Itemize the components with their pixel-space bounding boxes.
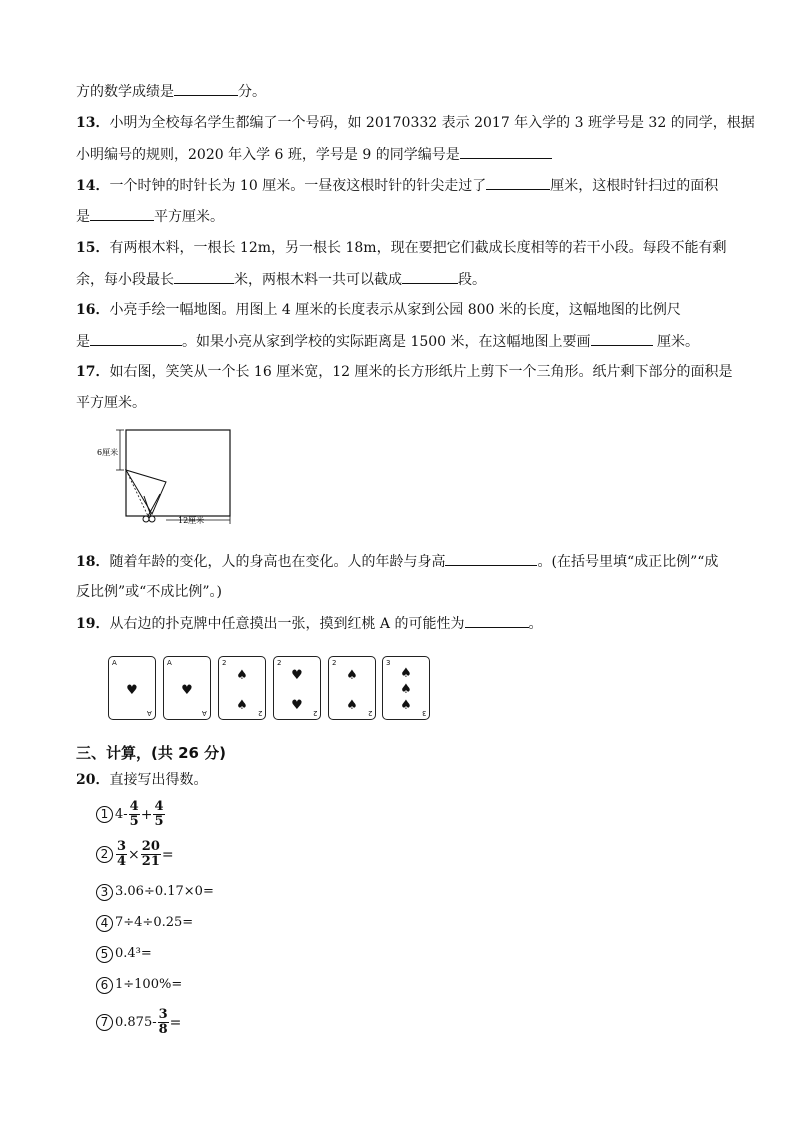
card-rank-label: 2 [277,659,282,667]
card-rank-label: A [112,659,117,667]
rectangle-cut-figure [94,424,240,528]
calc-7 [96,1008,181,1037]
q15-text-4: 段。 [458,272,486,288]
q13-line-2 [76,144,552,165]
q19-text-1: 从右边的扑克牌中任意摸出一张，摸到红桃 A 的可能性为 [109,616,465,632]
q14-answer-blank-2[interactable] [90,206,154,221]
q18-line-2 [76,582,222,602]
spade-icon: ♠ [400,682,412,697]
calc-4-expression: 7÷4÷0.25= [115,915,194,930]
calc-4 [96,912,193,934]
card-rank-label: 2 [257,709,262,717]
q15-answer-blank-1[interactable] [174,269,234,284]
card-rank-label: 3 [386,659,391,667]
playing-card[interactable] [108,656,156,720]
q18-line-1 [76,551,718,572]
q14-answer-blank-1[interactable] [486,175,550,190]
calc-7-fraction [158,1008,169,1037]
calc-marker-1: 1 [96,806,113,823]
q16-answer-blank-1[interactable] [90,331,182,346]
q19-line [76,613,543,634]
q15-answer-blank-2[interactable] [402,269,458,284]
q18-text-1: 随着年龄的变化，人的身高也在变化。人的年龄与身高 [109,554,446,570]
calc-marker-5: 5 [96,946,113,963]
q16-number: 16． [76,302,110,318]
q12-text: 方的数学成绩是 [76,84,174,100]
q14-line-2 [76,206,224,227]
q15-text-3: 米，两根木料一共可以截成 [234,272,402,288]
q12-tail: 分。 [238,84,266,100]
card-rank-label: A [147,709,152,717]
calc-2-fraction-1 [116,840,127,869]
label-12cm: 12厘米 [178,516,205,525]
calc-2-equals: = [161,846,174,863]
q17-number: 17． [76,364,110,380]
calc-6-expression: 1÷100%= [115,977,183,992]
q16-text-3: 。如果小亮从家到学校的实际距离是 1500 米，在这幅地图上要画 [182,334,591,350]
heart-icon: ♥ [181,683,193,698]
scissors-icon [143,494,160,522]
q18-text-2: 。(在括号里填“成正比例”“成 [537,554,719,570]
card-rank-label: 2 [367,709,372,717]
calc-marker-2: 2 [96,846,113,863]
q18-number: 18． [76,554,110,570]
calc-5 [96,943,152,965]
q15-text-2: 余，每小段最长 [76,272,174,288]
spade-icon: ♠ [236,698,248,713]
q15-line-1 [76,238,727,258]
calc-7-equals: = [169,1014,182,1031]
heart-icon: ♥ [291,698,303,713]
calc-2-op: × [128,846,140,863]
q14-text-2: 厘米，这根时针扫过的面积 [550,178,719,194]
heart-icon: ♥ [291,668,303,683]
card-rank-label: 2 [312,709,317,717]
calc-marker-7: 7 [96,1014,113,1031]
calc-2-f1-num: 3 [117,839,127,854]
q13-answer-blank[interactable] [460,144,552,159]
calc-1-f1-num: 4 [129,799,139,814]
q14-text-1: 一个时钟的时针长为 10 厘米。一昼夜这根时针的针尖走过了 [109,178,487,194]
calc-1-fraction-1 [129,800,140,829]
calc-1-pre: 4- [115,806,128,822]
playing-card[interactable] [163,656,211,720]
q17-line-1 [76,362,732,382]
q14-line-1 [76,175,718,196]
spade-icon: ♠ [346,668,358,683]
q16-line-2 [76,331,699,352]
q14-text-4: 平方厘米。 [154,209,224,225]
calc-2-f2-num: 20 [141,839,160,854]
q17-text-1: 如右图，笑笑从一个长 16 厘米宽，12 厘米的长方形纸片上剪下一个三角形。纸片剩下部分的面积是 [109,364,733,380]
calc-1-fraction-2 [153,800,164,829]
playing-card[interactable] [218,656,266,720]
playing-card[interactable] [328,656,376,720]
card-rank-label: 2 [222,659,227,667]
calc-2 [96,840,174,869]
spade-icon: ♠ [236,668,248,683]
calc-7-f1-den: 8 [158,1022,168,1037]
calc-3-expression: 3.06÷0.17×0= [115,884,214,899]
q20-text: 直接写出得数。 [109,772,208,788]
calc-1-f1-den: 5 [129,814,139,829]
card-rank-label: A [167,659,172,667]
q16-text-1: 小亮手绘一幅地图。用图上 4 厘米的长度表示从家到公园 800 米的长度，这幅地图的比例尺 [109,302,681,318]
calc-marker-6: 6 [96,977,113,994]
calc-3 [96,881,214,903]
calc-1-f2-den: 5 [154,814,164,829]
q18-answer-blank[interactable] [445,551,537,566]
q12-tail-line [76,81,266,102]
q16-text-2: 是 [76,334,90,350]
q15-text-1: 有两根木料，一根长 12m，另一根长 18m，现在要把它们截成长度相等的若干小段。每段不能有剩 [109,240,727,256]
calc-2-f1-den: 4 [117,854,127,869]
q16-answer-blank-2[interactable] [591,331,653,346]
q19-answer-blank[interactable] [465,613,529,628]
card-rank-label: 2 [332,659,337,667]
spade-icon: ♠ [400,666,412,681]
calc-1-op: + [140,806,153,823]
playing-card[interactable] [382,656,430,720]
section-3-title: 三、计算，(共 26 分) [76,744,227,762]
q17-line-2 [76,393,146,413]
calc-7-f1-num: 3 [158,1007,168,1022]
q16-text-4: 厘米。 [652,334,699,350]
heart-icon: ♥ [126,683,138,698]
q19-text-2: 。 [528,616,543,632]
q13-text-2: 小明编号的规则，2020 年入学 6 班，学号是 9 的同学编号是 [76,147,460,163]
calc-1-f2-num: 4 [154,799,164,814]
q18-text-3: 反比例”或“不成比例”。) [76,584,222,600]
spade-icon: ♠ [400,698,412,713]
q13-text-1: 小明为全校每名学生都编了一个号码，如 20170332 表示 2017 年入学的 3 班学号是 32 的同学，根据 [109,115,755,131]
q17-text-2: 平方厘米。 [76,395,146,411]
cut-triangle [126,470,166,514]
q15-line-2 [76,269,486,290]
spade-icon: ♠ [346,698,358,713]
calc-marker-3: 3 [96,884,113,901]
calc-5-expression: 0.4³= [115,946,152,961]
label-6cm: 6厘米 [97,448,119,457]
calc-marker-4: 4 [96,915,113,932]
q16-line-1 [76,300,681,320]
q12-answer-blank[interactable] [174,81,238,96]
q13-line-1 [76,113,755,133]
calc-2-fraction-2 [141,840,161,869]
playing-card[interactable] [273,656,321,720]
calc-7-pre: 0.875- [115,1014,157,1030]
q20-line [76,770,207,790]
card-rank-label: A [202,709,207,717]
q15-number: 15． [76,240,110,256]
calc-2-f2-den: 21 [141,854,160,869]
q20-number: 20． [76,772,110,788]
calc-1 [96,800,166,829]
q19-number: 19． [76,616,110,632]
q14-number: 14． [76,178,110,194]
calc-6 [96,974,182,996]
card-rank-label: 3 [421,709,426,717]
q13-number: 13． [76,115,110,131]
q14-text-3: 是 [76,209,90,225]
